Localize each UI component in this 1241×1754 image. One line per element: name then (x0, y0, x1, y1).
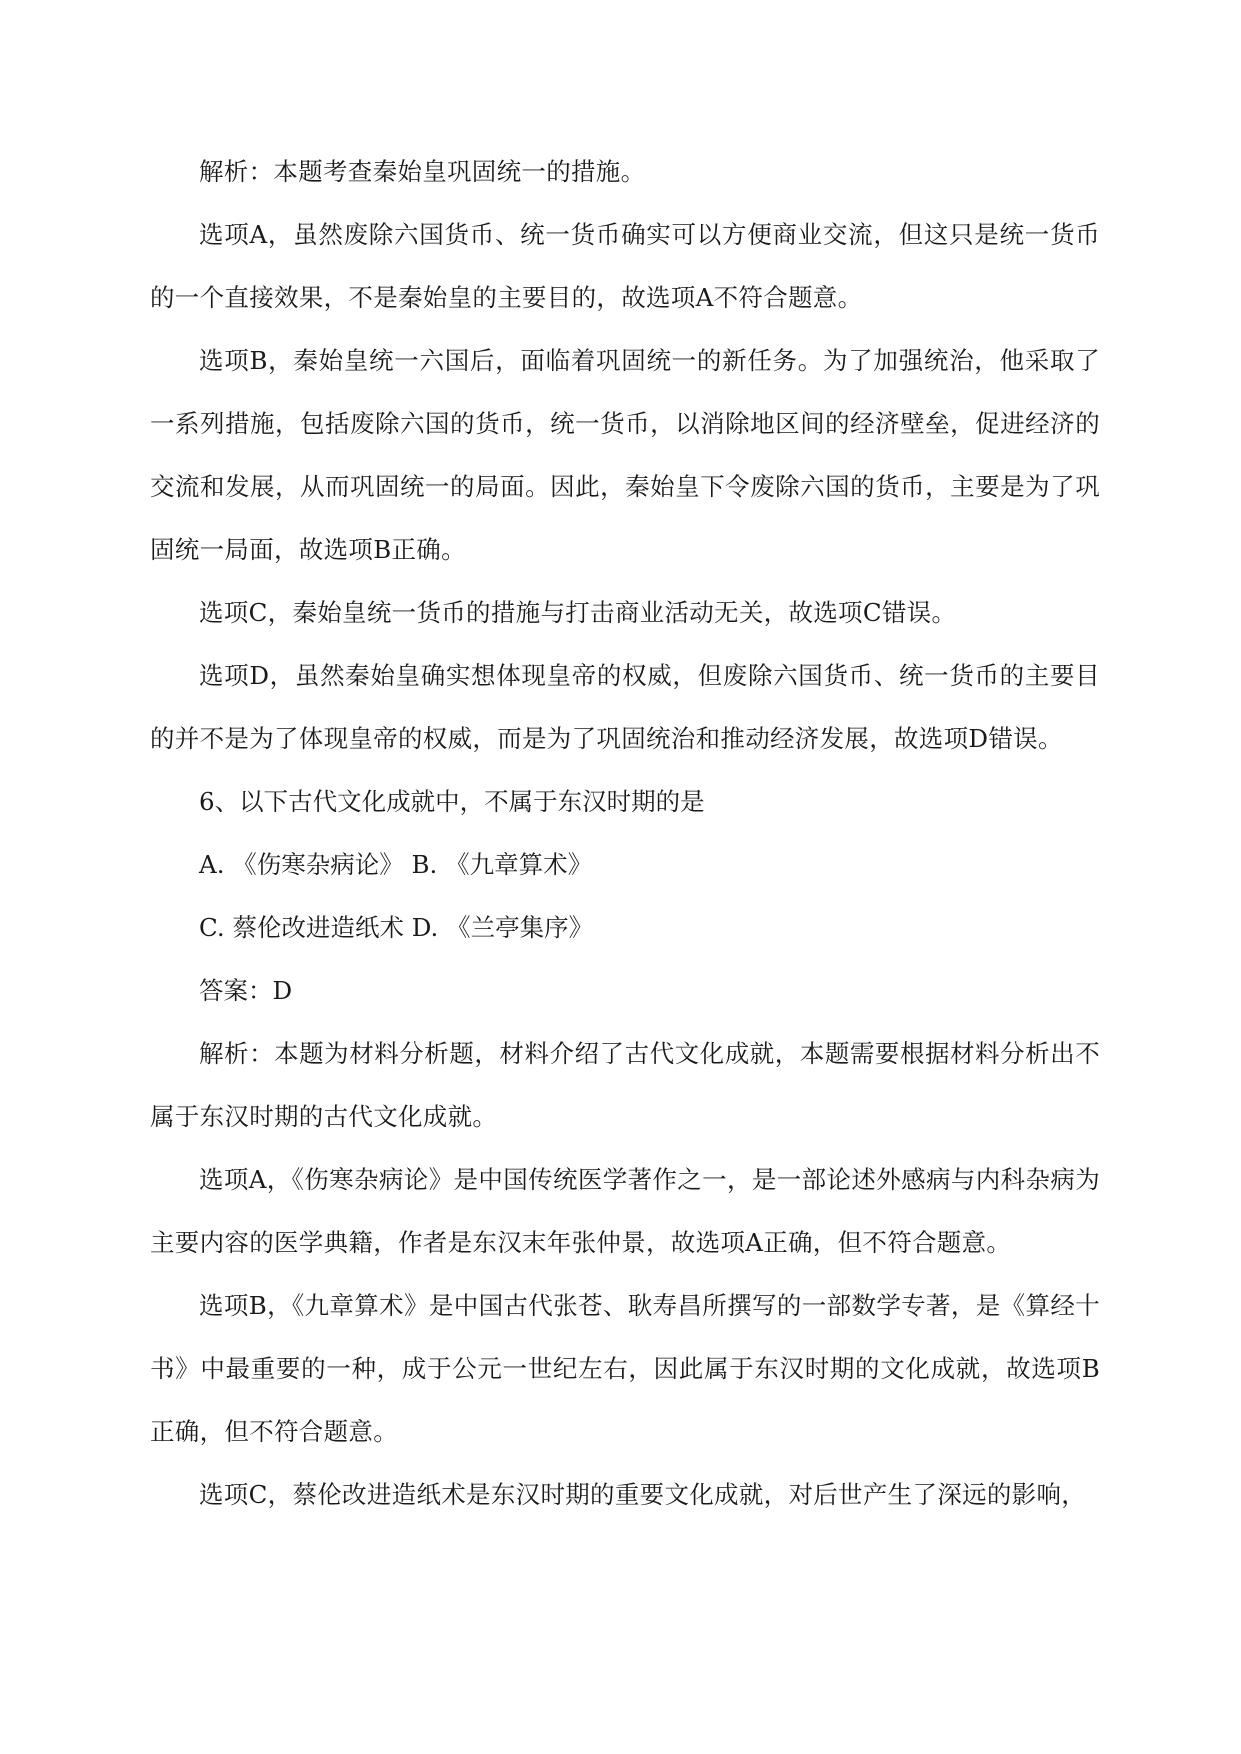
question-6-options-ab: A. 《伤寒杂病论》 B. 《九章算术》 (199, 850, 593, 879)
option-d-analysis-paragraph: 选项D，虽然秦始皇确实想体现皇帝的权威，但废除六国货币、统一货币的主要目的并不是为了体现皇帝的权威，而是为了巩固统治和推动经济发展，故选项D错误。 (150, 661, 1100, 753)
question-6-stem: 6、以下古代文化成就中，不属于东汉时期的是 (199, 787, 705, 816)
option-a-analysis-paragraph: 选项A，虽然废除六国货币、统一货币确实可以方便商业交流，但这只是统一货币的一个直接效果，不是秦始皇的主要目的，故选项A不符合题意。 (150, 220, 1100, 312)
analysis-intro-paragraph: 解析：本题考查秦始皇巩固统一的措施。 (199, 157, 646, 186)
question-6-answer: 答案：D (199, 976, 293, 1005)
q6-option-c-analysis-paragraph: 选项C，蔡伦改进造纸术是东汉时期的重要文化成就，对后世产生了深远的影响， (199, 1480, 1087, 1509)
option-b-analysis-paragraph: 选项B，秦始皇统一六国后，面临着巩固统一的新任务。为了加强统治，他采取了一系列措施，包括废除六国的货币，统一货币，以消除地区间的经济壁垒，促进经济的交流和发展，从而巩固统一的局面。因此，秦始皇下令废除六国的货币，主要是为了巩固统一局面，故选项B正确。 (150, 346, 1100, 564)
q6-option-a-analysis-paragraph: 选项A，《伤寒杂病论》是中国传统医学著作之一，是一部论述外感病与内科杂病为主要内容的医学典籍，作者是东汉末年张仲景，故选项A正确，但不符合题意。 (150, 1165, 1100, 1257)
document-page (150, 140, 1100, 1526)
option-c-analysis-paragraph: 选项C，秦始皇统一货币的措施与打击商业活动无关，故选项C错误。 (199, 598, 957, 627)
q6-option-b-analysis-paragraph: 选项B，《九章算术》是中国古代张苍、耿寿昌所撰写的一部数学专著，是《算经十书》中最重要的一种，成于公元一世纪左右，因此属于东汉时期的文化成就，故选项B正确，但不符合题意。 (150, 1291, 1100, 1446)
question-6-analysis-paragraph: 解析：本题为材料分析题，材料介绍了古代文化成就，本题需要根据材料分析出不属于东汉时期的古代文化成就。 (150, 1039, 1100, 1131)
question-6-options-cd: C. 蔡伦改进造纸术 D. 《兰亭集序》 (199, 913, 594, 942)
